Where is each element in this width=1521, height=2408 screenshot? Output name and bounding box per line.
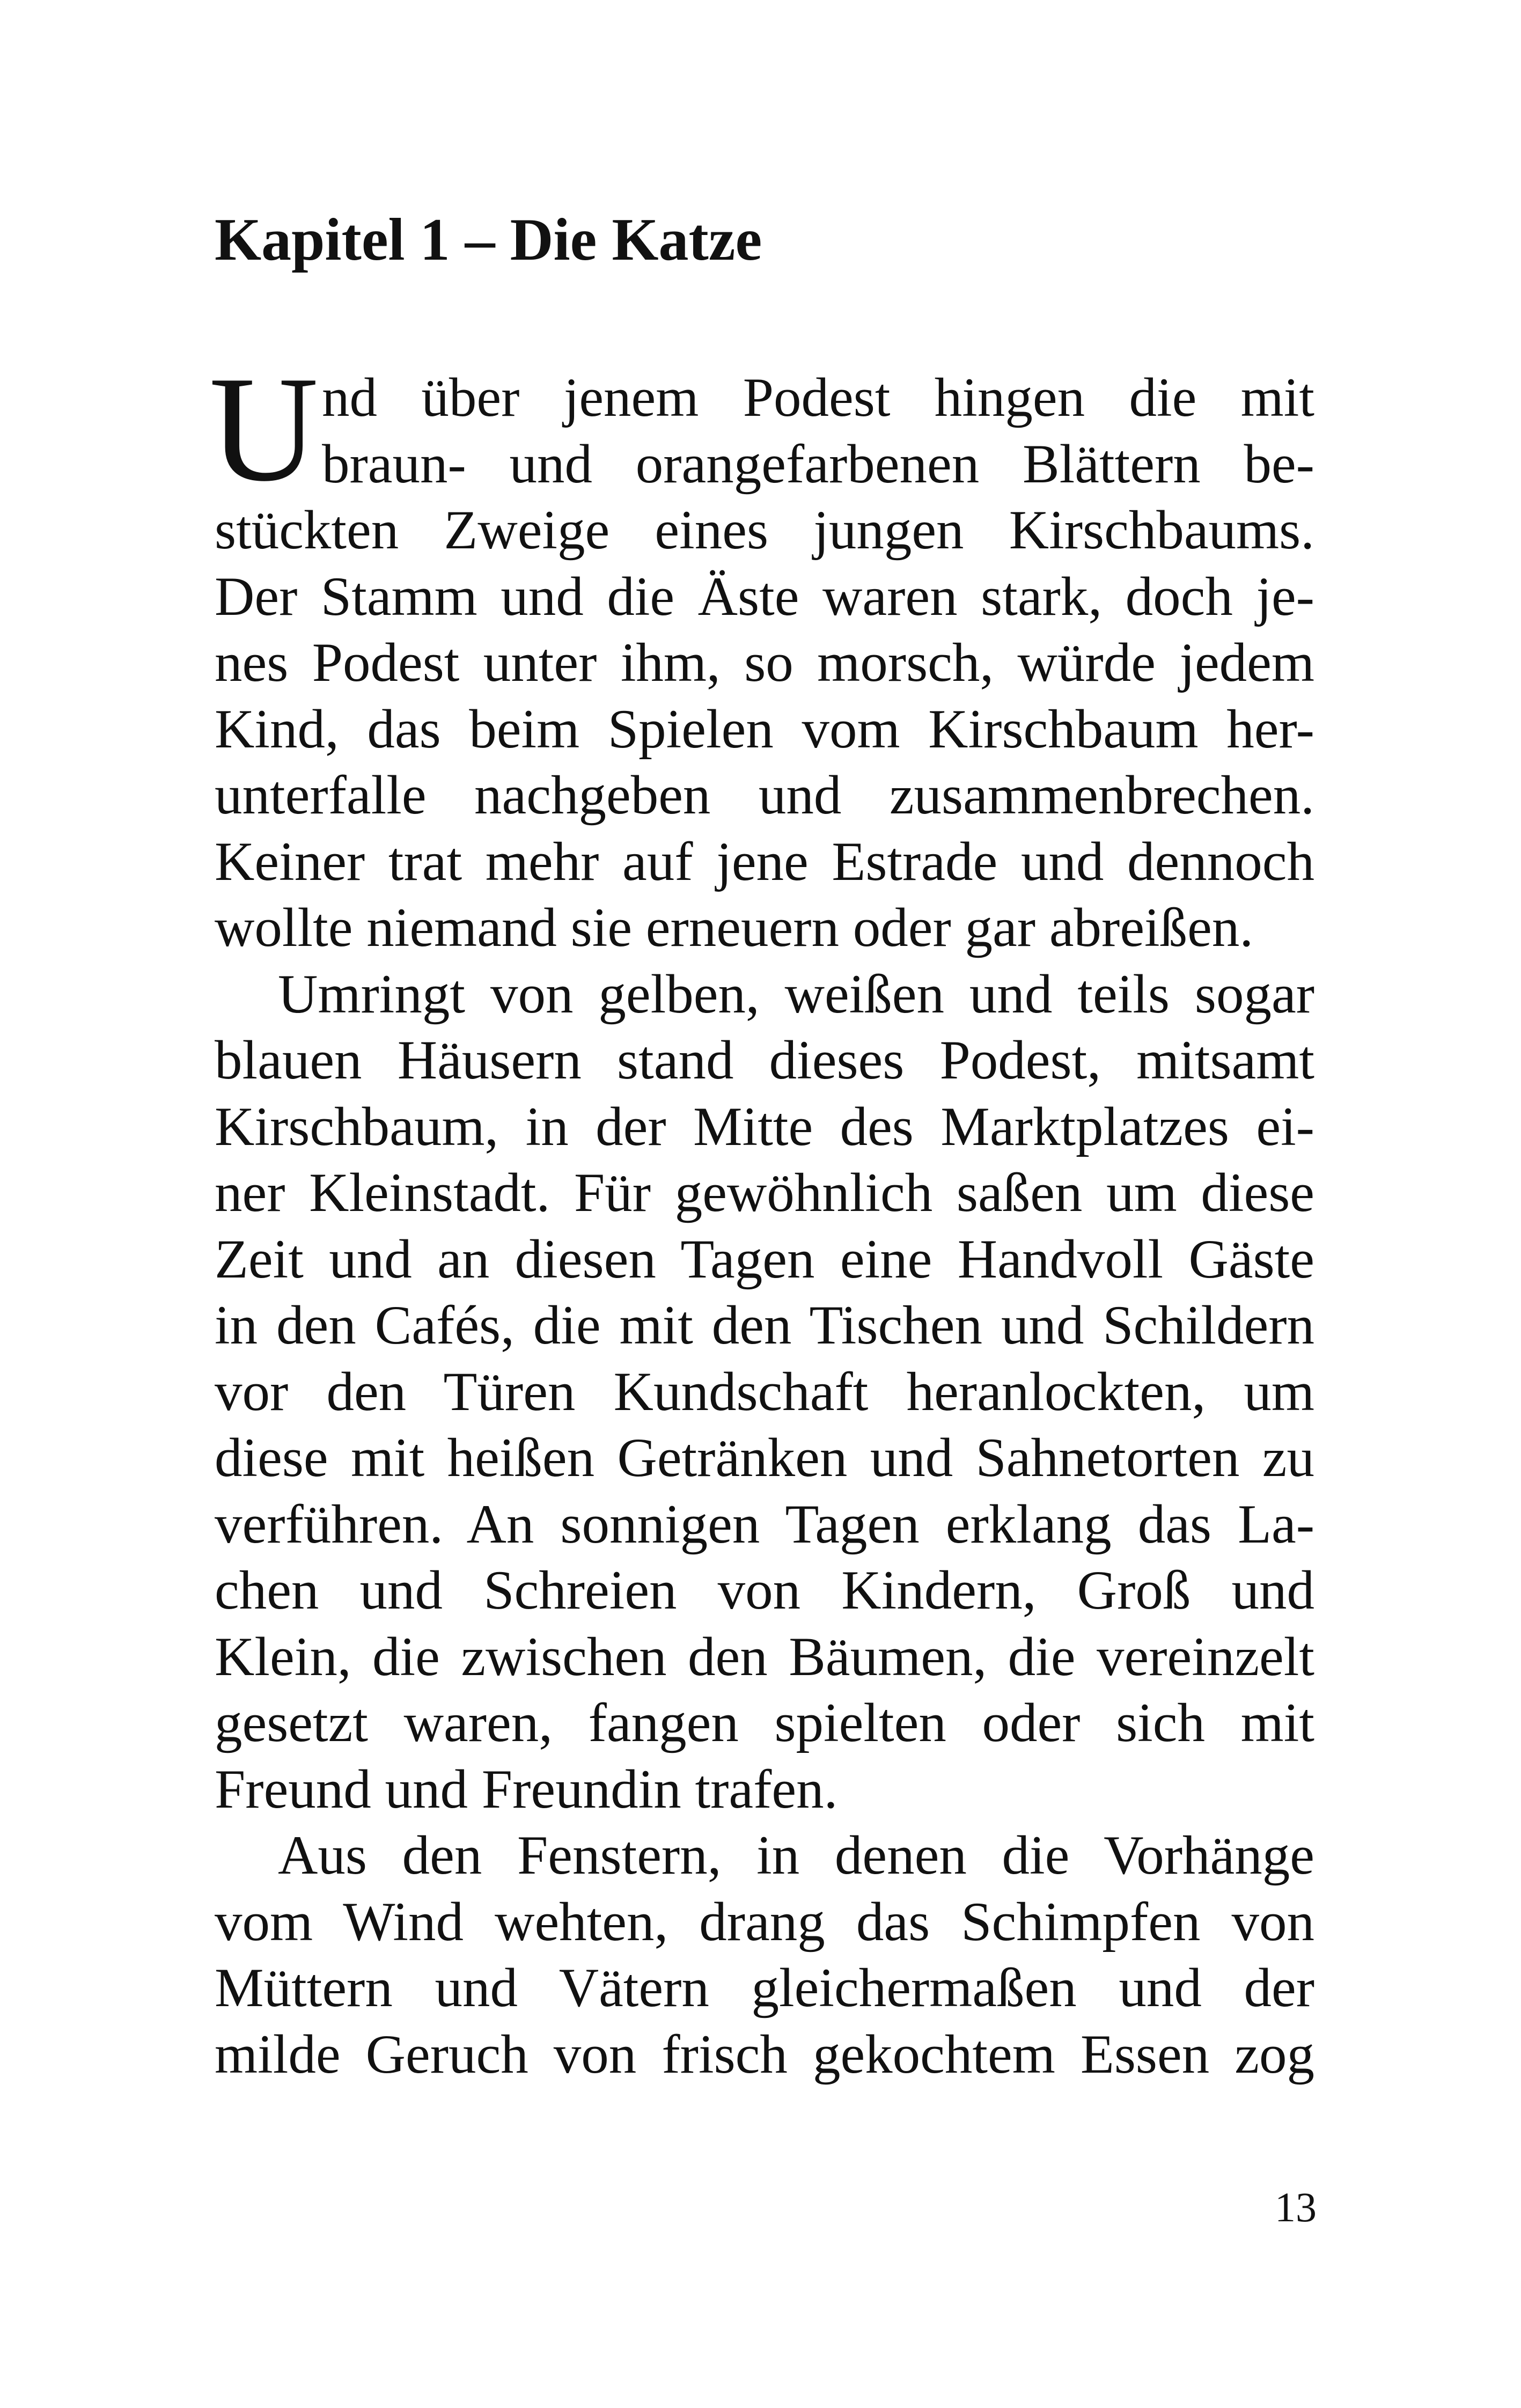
text-line: Der Stamm und die Äste waren stark, doch je- — [215, 566, 1314, 627]
text-line: Freund und Freundin trafen. — [215, 1758, 838, 1820]
text-line: gesetzt waren, fangen spielten oder sich mit — [215, 1692, 1314, 1753]
text-line: chen und Schreien von Kindern, Groß und — [215, 1560, 1314, 1621]
text-line: Klein, die zwischen den Bäumen, die vereinzelt — [215, 1626, 1314, 1687]
text-line: unterfalle nachgeben und zusammenbrechen. — [215, 765, 1314, 826]
chapter-body — [209, 345, 1314, 2088]
text-line: blauen Häusern stand dieses Podest, mitsamt — [215, 1030, 1314, 1091]
text-line: verführen. An sonnigen Tagen erklang das La- — [215, 1493, 1314, 1555]
text-line: in den Cafés, die mit den Tischen und Schildern — [215, 1295, 1314, 1356]
text-line: Aus den Fenstern, in denen die Vorhänge — [278, 1825, 1314, 1886]
page-number: 13 — [1275, 2184, 1317, 2230]
text-line: nes Podest unter ihm, so morsch, würde jedem — [215, 632, 1314, 693]
text-line: braun- und orangefarbenen Blättern be- — [322, 433, 1314, 495]
text-line: Müttern und Vätern gleichermaßen und der — [215, 1957, 1314, 2018]
text-line: Kirschbaum, in der Mitte des Marktplatzes ei- — [215, 1096, 1314, 1157]
text-line: Keiner trat mehr auf jene Estrade und dennoch — [215, 831, 1314, 892]
text-line: nd über jenem Podest hingen die mit — [322, 367, 1314, 428]
text-line: wollte niemand sie erneuern oder gar abreißen. — [215, 897, 1254, 958]
drop-cap: U — [209, 345, 319, 512]
text-line: Zeit und an diesen Tagen eine Handvoll Gäste — [215, 1228, 1314, 1290]
text-line: Kind, das beim Spielen vom Kirschbaum her- — [215, 698, 1314, 760]
text-line: diese mit heißen Getränken und Sahnetorten zu — [215, 1427, 1314, 1488]
text-line: vom Wind wehten, drang das Schimpfen von — [215, 1891, 1314, 1952]
text-line: vor den Türen Kundschaft heranlockten, um — [215, 1361, 1314, 1422]
text-line: ner Kleinstadt. Für gewöhnlich saßen um diese — [215, 1162, 1314, 1223]
text-line: milde Geruch von frisch gekochtem Essen zog — [215, 2023, 1314, 2085]
chapter-title: Kapitel 1 – Die Katze — [215, 207, 762, 273]
text-line: Umringt von gelben, weißen und teils sogar — [278, 963, 1314, 1025]
text-line: stückten Zweige eines jungen Kirschbaums. — [215, 500, 1314, 561]
